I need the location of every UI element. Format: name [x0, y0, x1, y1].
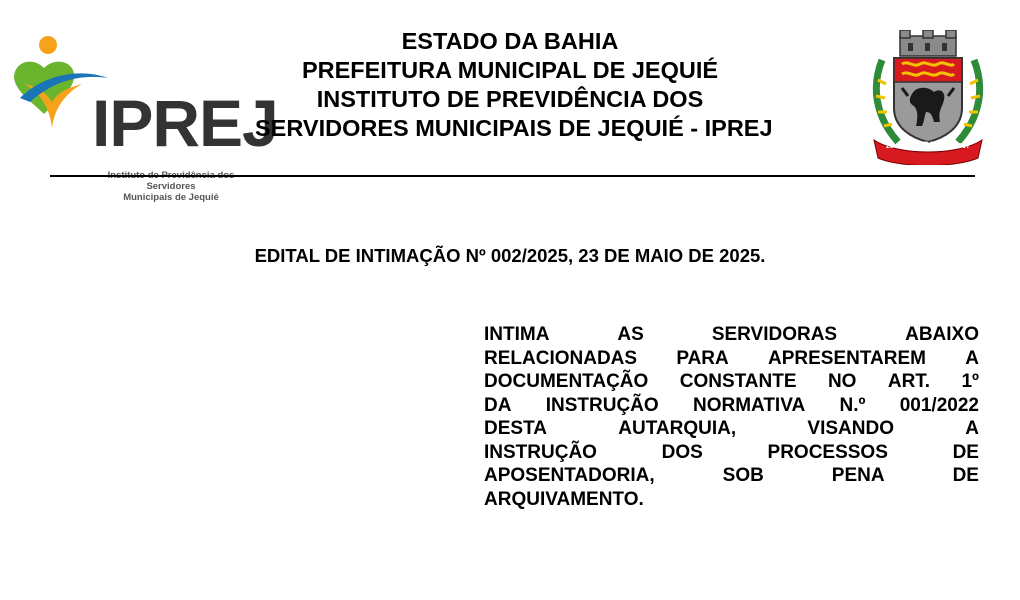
edital-title: EDITAL DE INTIMAÇÃO Nº 002/2025, 23 DE MAIO DE 2025. [254, 245, 766, 266]
header-line-state: ESTADO DA BAHIA [401, 28, 619, 54]
logo-subtitle: Instituto de Previdência dos Servidores Municipais de Jequié [107, 170, 235, 203]
crest-date-right: 1897 [954, 143, 970, 150]
ementa-line: INTIMA AS SERVIDORAS ABAIXO [484, 324, 979, 345]
iprej-logo [10, 34, 278, 203]
ementa-line: DA INSTRUÇÃO NORMATIVA N.º 001/2022 [484, 394, 979, 416]
ementa-line: DESTA AUTARQUIA, VISANDO A [484, 418, 979, 439]
logo-wordmark: IPREJ [92, 86, 278, 160]
header-line-instituto: INSTITUTO DE PREVIDÊNCIA DOS [316, 86, 704, 112]
crest-banner [884, 138, 972, 160]
ementa-line: APOSENTADORIA, SOB PENA DE [484, 465, 979, 486]
jequie-coat-of-arms [868, 30, 988, 165]
crest-city-name: JEQUIÉ [907, 140, 949, 152]
ementa-block [484, 323, 979, 511]
ementa-line: RELACIONADAS PARA APRESENTAREM A [484, 347, 979, 369]
document-header [255, 27, 773, 143]
ementa-line: ARQUIVAMENTO. [484, 488, 644, 510]
header-divider [50, 175, 975, 177]
crest-date-left: 25-10 [886, 143, 904, 150]
ementa-line: INSTRUÇÃO DOS PROCESSOS DE [484, 441, 979, 463]
ementa-line: DOCUMENTAÇÃO CONSTANTE NO ART. 1º [484, 371, 979, 392]
header-line-servidores: SERVIDORES MUNICIPAIS DE JEQUIÉ - IPREJ [255, 115, 773, 141]
header-line-prefeitura: PREFEITURA MUNICIPAL DE JEQUIÉ [301, 57, 719, 83]
